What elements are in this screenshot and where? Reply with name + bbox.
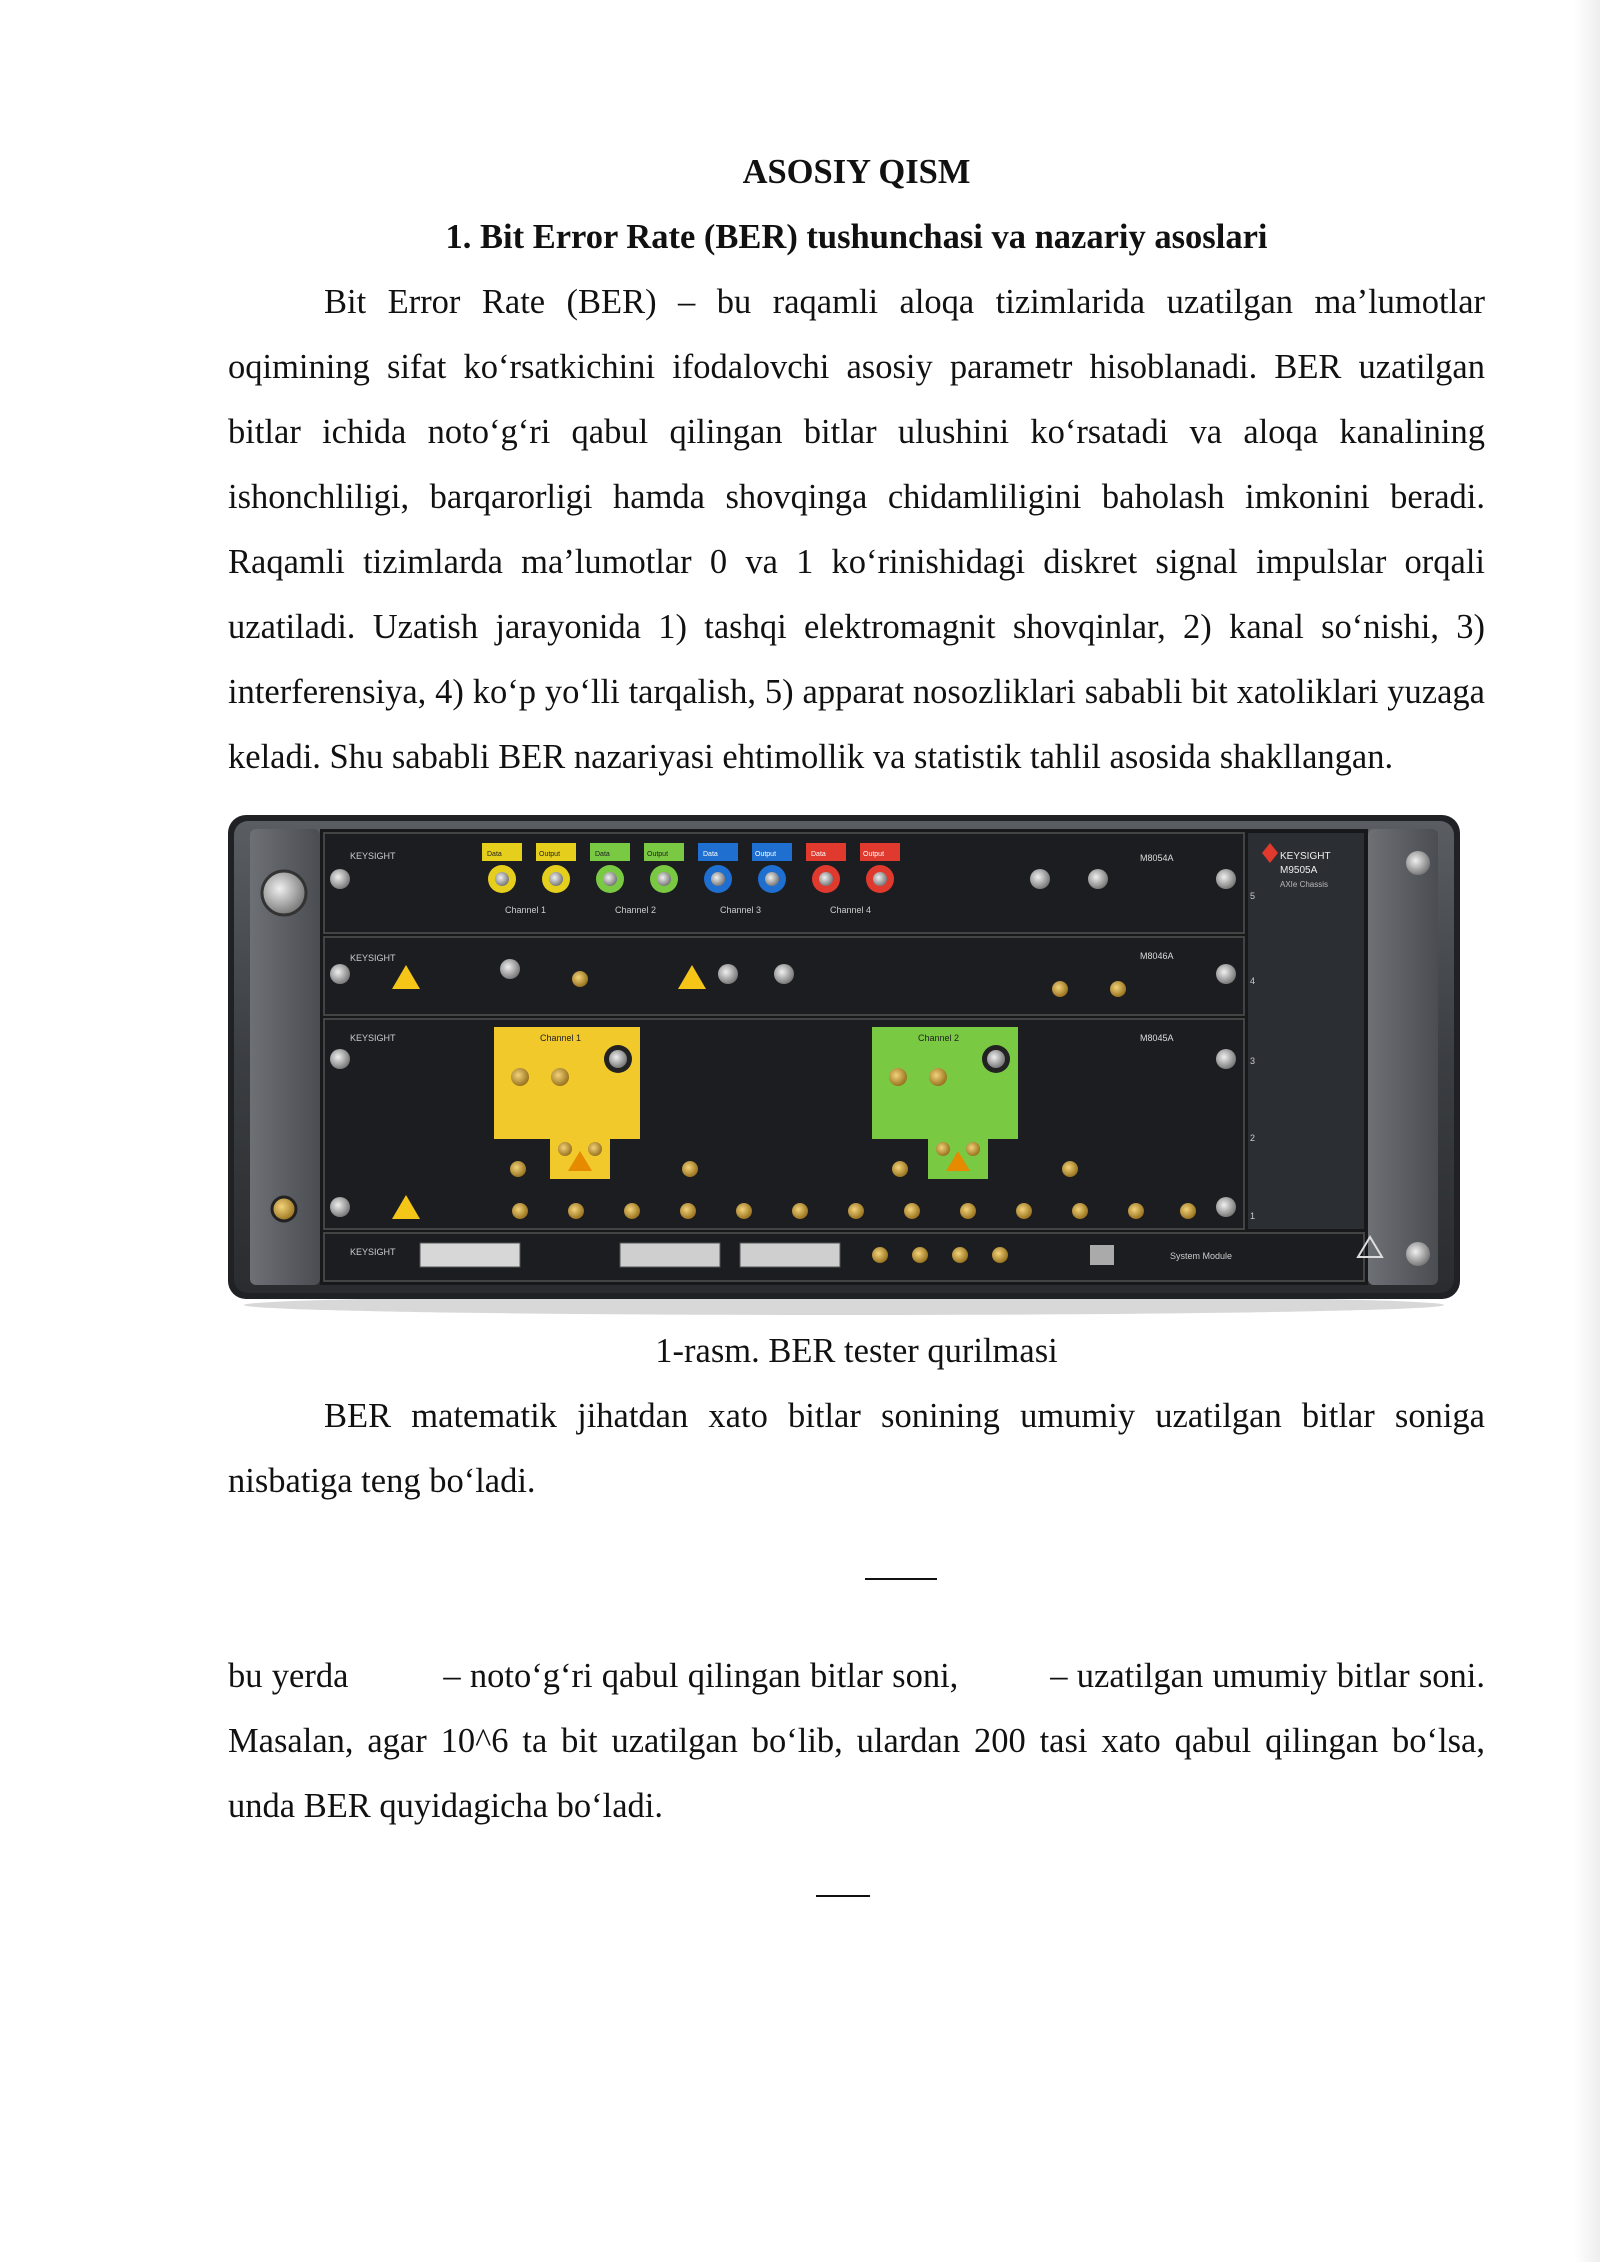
conn-label-1: Data [487,851,502,858]
paragraph-variables [228,1644,1485,1839]
slot-number-4: 4 [1250,976,1256,986]
channel-1-label: Channel 1 [505,905,547,915]
conn-label-3: Data [595,851,610,858]
channel-3-label: Channel 3 [720,905,762,915]
section-title: ASOSIY QISM [742,153,971,191]
module-3-model: M8045A [1140,1033,1174,1043]
chassis-sub: AXIe Chassis [1280,880,1329,889]
var-total-bits-desc: – uzatilgan umumiy bitlar [1050,1657,1410,1695]
subsection-title: 1. Bit Error Rate (BER) tushunchasi va nazariy asoslari [445,218,1268,256]
where-label: bu yerda [228,1657,349,1695]
formula-ber-example [228,1839,1485,1919]
document-body [228,140,1485,1919]
formula-fraction-bar-2 [816,1895,870,1897]
module-3-brand: KEYSIGHT [350,1033,396,1043]
slot-number-5: 5 [1250,891,1256,901]
module-1-brand: KEYSIGHT [350,851,396,861]
page-edge-shadow [1574,0,1600,2262]
slot-number-3: 3 [1250,1056,1256,1066]
conn-label-5: Data [703,851,718,858]
chassis-brand: KEYSIGHT [1280,851,1331,862]
panel-channel-1-label: Channel 1 [540,1033,582,1043]
formula-fraction-bar-1 [865,1578,937,1580]
conn-label-2: Output [539,851,561,858]
channel-2-label: Channel 2 [615,905,657,915]
system-module-brand: KEYSIGHT [350,1247,396,1257]
example-text: soni. Masalan, agar 10^6 ta bit uzatilgan bo‘lib, ulardan 200 tasi xato qabul qilingan bo‘lsa, unda BER quyidagicha bo‘ladi. [228,1657,1486,1825]
module-2-brand: KEYSIGHT [350,953,396,963]
conn-label-4: Output [647,851,669,858]
module-2-model: M8046A [1140,951,1174,961]
slot-number-2: 2 [1250,1133,1256,1143]
channel-4-label: Channel 4 [830,905,872,915]
conn-label-6: Output [755,851,777,858]
slot-number-1: 1 [1250,1211,1256,1221]
paragraph-ber-definition: Bit Error Rate (BER) – bu raqamli aloqa tizimlarida uzatilgan ma’lumotlar oqimining sifat ko‘rsatkichini ifodalovchi asosiy parametr hisoblanadi. BER uzatilgan bitlar ichida noto‘g‘ri qabul qilingan bitlar ulushini ko‘rsatadi va aloqa kanalining ishonchliligi, barqarorligi hamda shovqinga chidamliligini baholash imkonini beradi. Raqamli tizimlarda ma’lumotlar 0 va 1 ko‘rinishidagi diskret signal impulslar orqali uzatiladi. Uzatish jarayonida 1) tashqi elektromagnit shovqinlar, 2) kanal so‘nishi, 3) interferensiya, 4) ko‘p yo‘lli tarqalish, 5) apparat nosozliklari sababli bit xatoliklari yuzaga keladi. Shu sababli BER nazariyasi ehtimollik va statistik tahlil asosida shakllangan. [228,283,1485,776]
module-1-model: M8054A [1140,853,1174,863]
chassis-model: M9505A [1280,865,1318,876]
ber-tester-image [220,809,1468,1319]
var-error-bits-desc: – noto‘g‘ri qabul qilingan bitlar soni, [443,1657,959,1695]
conn-label-7: Data [811,851,826,858]
paragraph-ber-formula-intro: BER matematik jihatdan xato bitlar sonining umumiy uzatilgan bitlar soniga nisbatiga teng bo‘ladi. [228,1397,1485,1500]
system-module-label: System Module [1170,1251,1233,1261]
panel-channel-2-label: Channel 2 [918,1033,960,1043]
formula-ber-definition [228,1514,1485,1644]
figure-ber-tester [220,809,1468,1319]
conn-label-8: Output [863,851,885,858]
figure-caption: 1-rasm. BER tester qurilmasi [655,1332,1058,1370]
